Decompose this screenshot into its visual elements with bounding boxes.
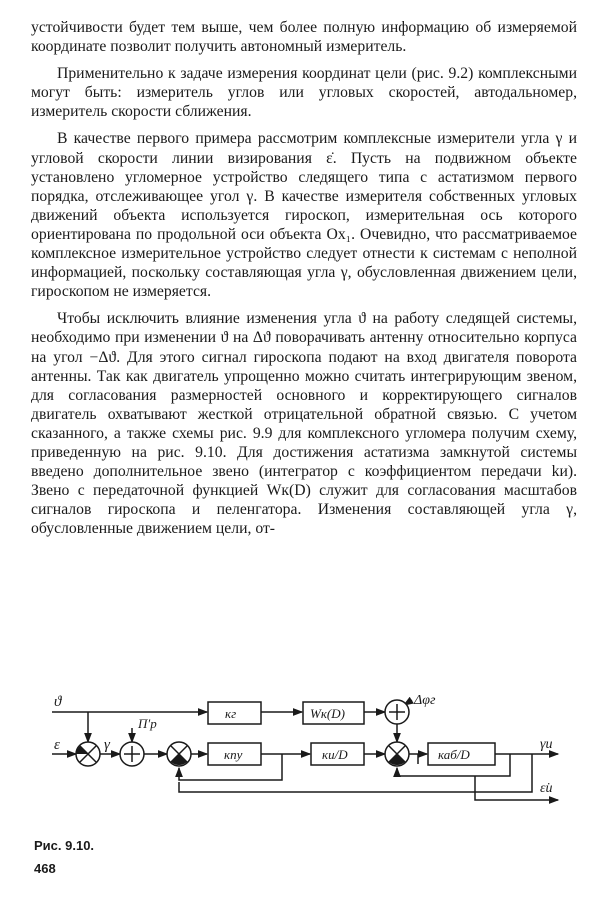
epsilon-label: ε xyxy=(54,737,60,753)
page-number: 468 xyxy=(34,861,56,876)
wk-label: Wк(D) xyxy=(310,706,345,721)
block-diagram xyxy=(20,690,580,835)
noise-label: П′р xyxy=(138,716,157,731)
paragraph-4: Чтобы исключить влияние изменения угла ϑ на работу следящей системы, необходимо при изменении ϑ на Δϑ поворачивать антенну относительно корпуса на угол −Δϑ. Для этого сигнал гироскопа подают на вход двигателя поворота антенны. Так как двигатель упрощенно можно считать интегрирующим звеном, для согласования размерностей основного и корректирующего сигналов двигатель охватывают жесткой отрицательной обратной связью. С учетом сказанного, а также схемы рис. 9.9 для комплексного угломера получим схему, приведенную на рис. 9.10. Для достижения астатизма замкнутой системы введено дополнительное звено (интегратор с коэффициентом передачи kи). Звено с передаточной функцией Wк(D) служит для согласования масштабов сигналов гироскопа и пеленгатора. Изменения составляющей угла γ, обусловленные движением цели, от- xyxy=(31,310,577,538)
kg-label: кг xyxy=(225,706,237,721)
paragraph-2: Применительно к задаче измерения координат цели (рис. 9.2) комплексными могут быть: измеритель углов или угловых скоростей, автодальномер, измеритель скорости сближения. xyxy=(31,65,577,121)
kpu-label: кпу xyxy=(224,747,243,762)
sum-junction-4 xyxy=(385,700,409,724)
ki-d-label: ки/D xyxy=(322,747,348,762)
eps-dot-out-label: ε̇и xyxy=(540,781,553,796)
body-text xyxy=(31,18,577,538)
sum-junction-5 xyxy=(385,742,409,766)
gamma-out-label: γи xyxy=(540,737,553,752)
dphi-label: Δφг xyxy=(414,693,436,708)
sum-junction-3 xyxy=(167,742,191,766)
sum-junction-2 xyxy=(120,742,144,766)
paragraph-3: В качестве первого примера рассмотрим комплексные измерители угла γ и угловой скорости линии визирования ε̇. Пусть на подвижном объекте установлено угломерное устройство следящего типа с астатизмом первого порядка, отслеживающее угол γ. В качестве измерителя собственных угловых движений объекта используется гироскоп, измерительная ось которого ориентирована по продольной оси объекта Ox₁. Очевидно, что рассматриваемое комплексное измерительное устройство следует отнести к системам с неполной информацией, поскольку составляющая угла γ, обусловленная движением цели, гироскопом не измеряется. xyxy=(31,130,577,301)
figure-caption: Рис. 9.10. xyxy=(34,838,95,853)
sum-junction-1 xyxy=(76,742,100,766)
theta-label: ϑ xyxy=(54,694,62,710)
paragraph-1: устойчивости будет тем выше, чем более полную информацию об измеряемой координате позволит получить автономный измеритель. xyxy=(31,19,577,56)
kab-d-label: каб/D xyxy=(438,747,470,762)
gamma-label: γ xyxy=(104,737,110,753)
